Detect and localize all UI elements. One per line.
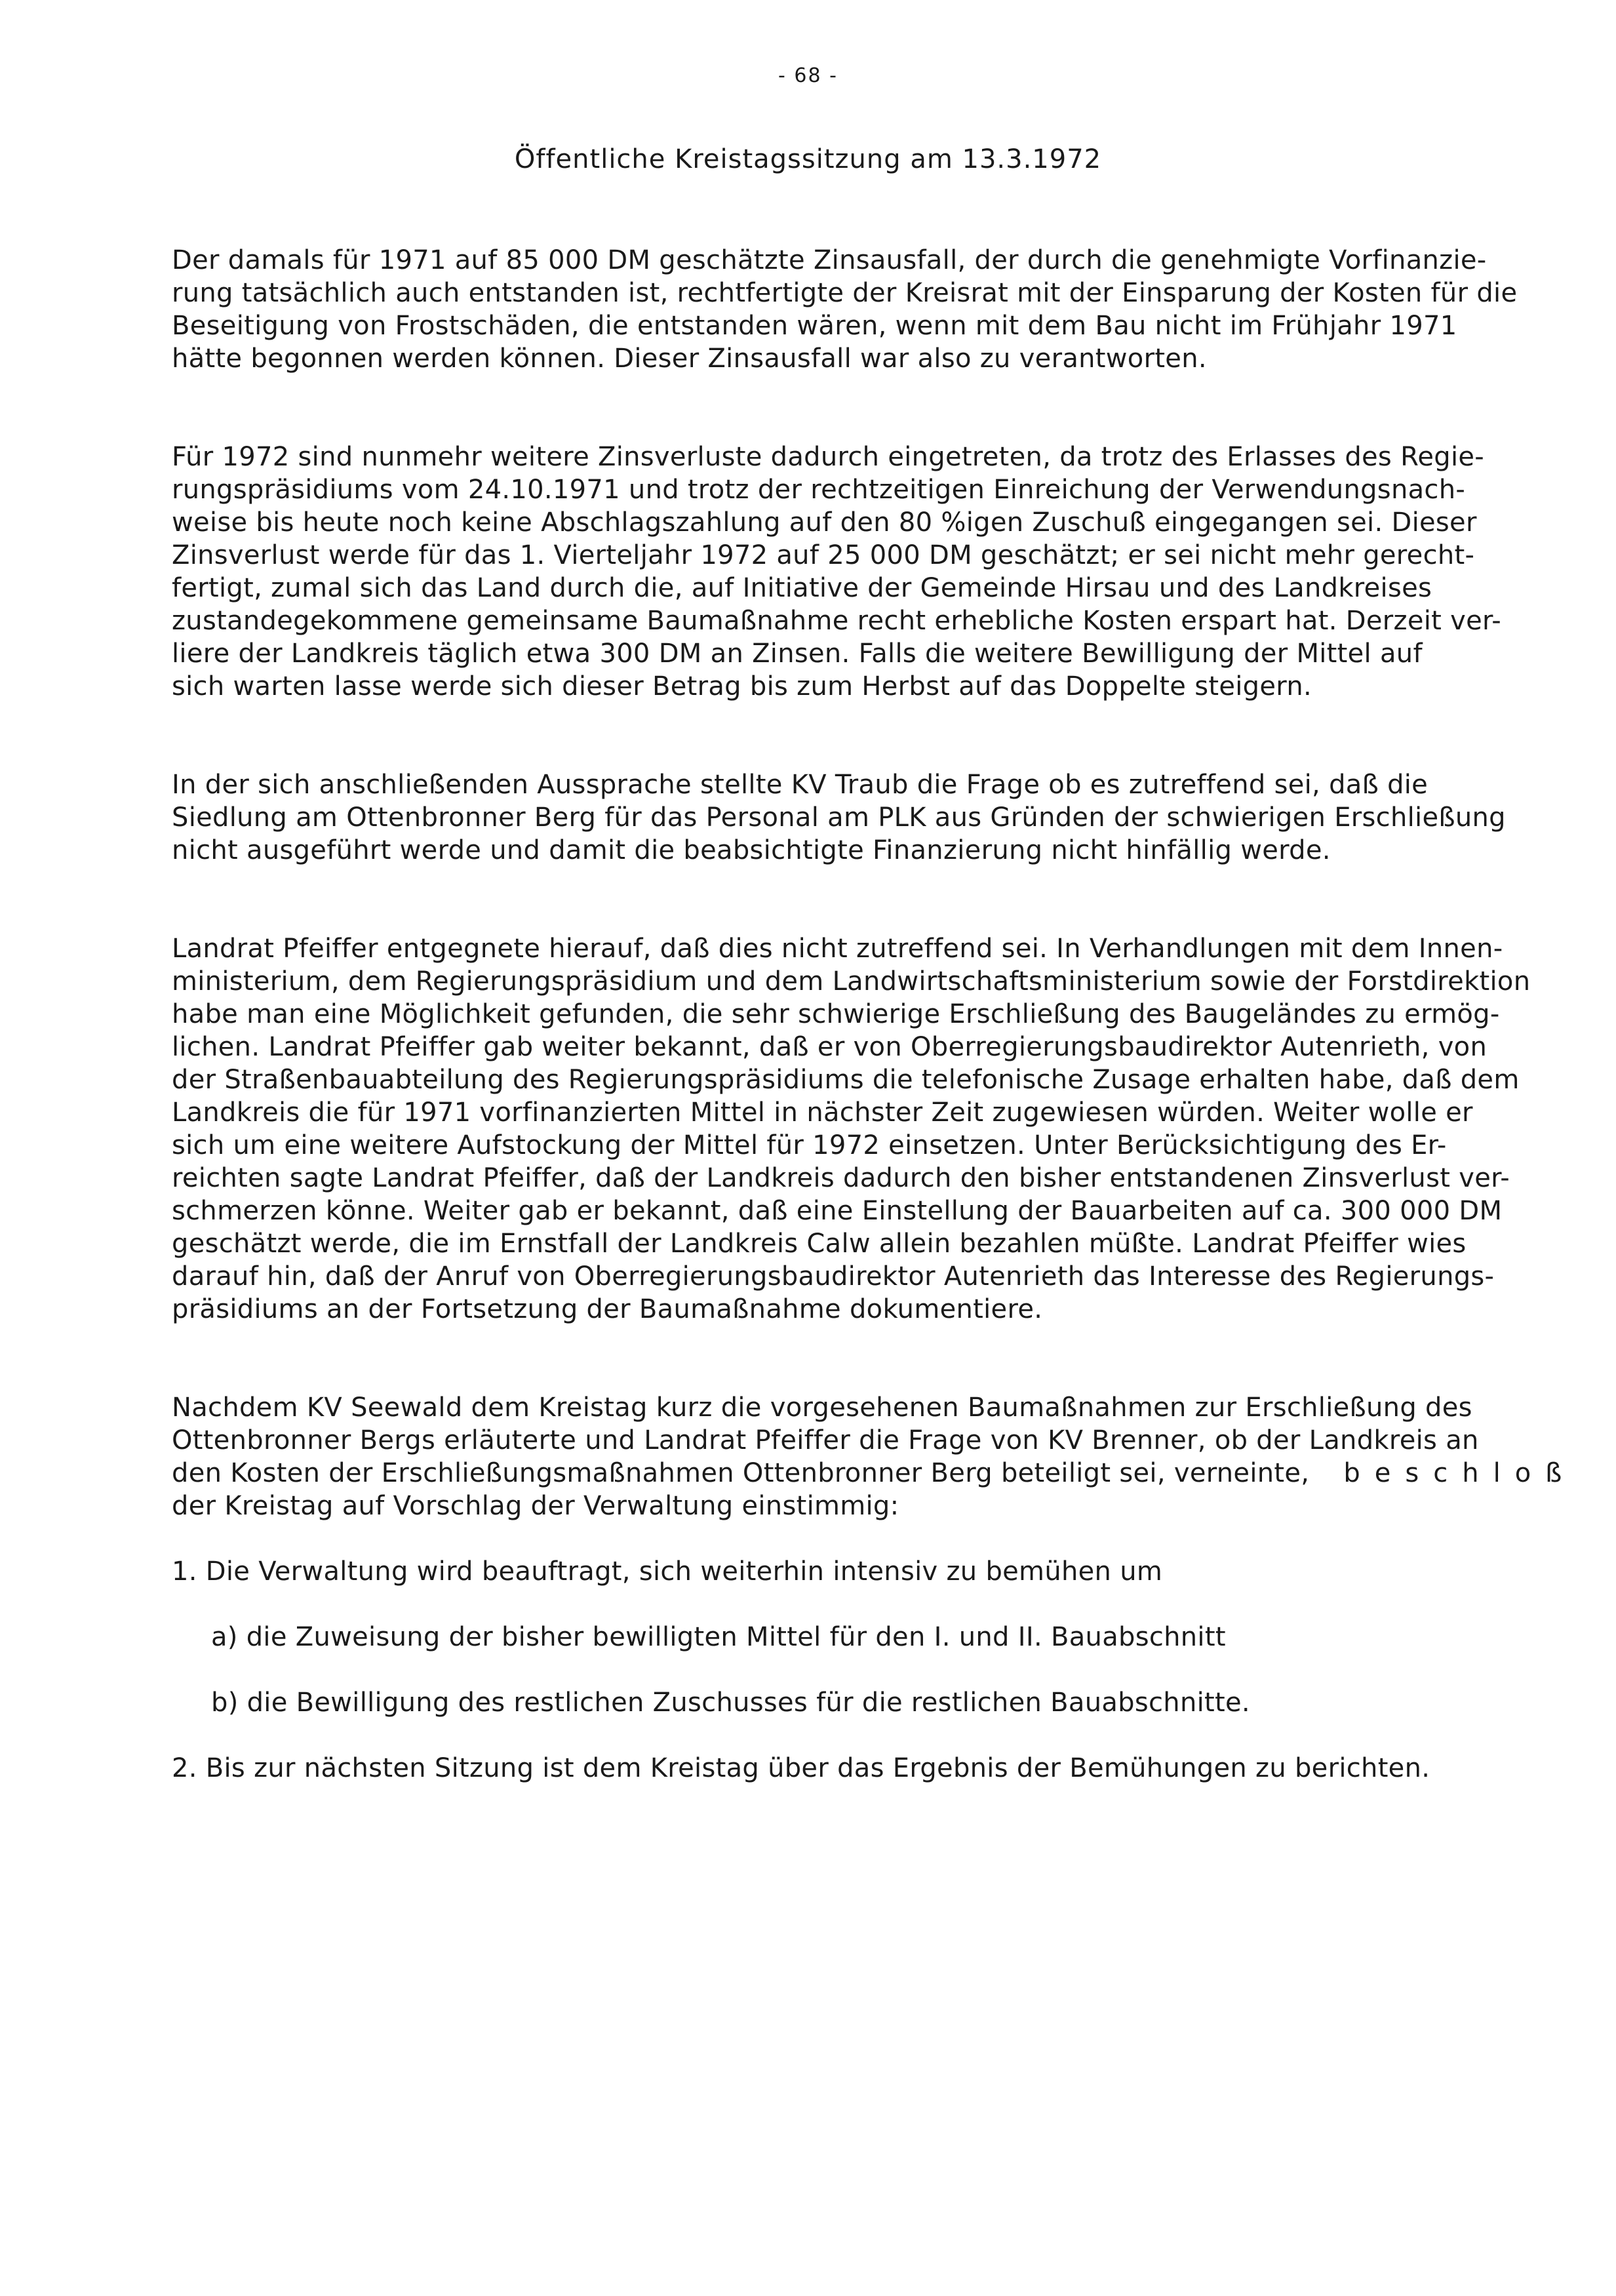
text-line: Nachdem KV Seewald dem Kreistag kurz die vorgesehenen Baumaßnahmen zur Erschließung des	[172, 1393, 1472, 1423]
text-line: sich um eine weitere Aufstockung der Mittel für 1972 einsetzen. Unter Berücksichtigung des Er-	[172, 1130, 1447, 1160]
text-line: ministerium, dem Regierungspräsidium und dem Landwirtschaftsministerium sowie der Forstdirektion	[172, 966, 1531, 997]
paragraph-4	[172, 932, 1555, 1326]
list-item: b) die Bewilligung des restlichen Zuschusses für die restlichen Bauabschnitte.	[211, 1688, 1250, 1718]
text-line: der Kreistag auf Vorschlag der Verwaltung einstimmig:	[172, 1491, 899, 1521]
paragraph-1	[172, 244, 1555, 375]
text-line	[172, 1457, 1577, 1490]
text-line: sich warten lasse werde sich dieser Betrag bis zum Herbst auf das Doppelte steigern.	[172, 671, 1312, 702]
page-title: Öffentliche Kreistagssitzung am 13.3.1972	[514, 144, 1102, 174]
text-line: Siedlung am Ottenbronner Berg für das Personal am PLK aus Gründen der schwierigen Erschließung	[172, 802, 1506, 833]
text-line: der Straßenbauabteilung des Regierungspräsidiums die telefonische Zusage erhalten habe, daß dem	[172, 1065, 1520, 1095]
resolution-list	[172, 1555, 1555, 1785]
text-line: nicht ausgeführt werde und damit die beabsichtigte Finanzierung nicht hinfällig werde.	[172, 835, 1331, 865]
text-line: In der sich anschließenden Aussprache stellte KV Traub die Frage ob es zutreffend sei, daß die	[172, 770, 1429, 800]
text-line: geschätzt werde, die im Ernstfall der Landkreis Calw allein bezahlen müßte. Landrat Pfeiffer wies	[172, 1229, 1467, 1259]
text-line: präsidiums an der Fortsetzung der Baumaßnahme dokumentiere.	[172, 1294, 1043, 1324]
paragraph-2	[172, 441, 1555, 703]
body-text	[172, 244, 1577, 1817]
text-line: rungspräsidiums vom 24.10.1971 und trotz der rechtzeitigen Einreichung der Verwendungsnach-	[172, 475, 1466, 505]
text-line: Der damals für 1971 auf 85 000 DM geschätzte Zinsausfall, der durch die genehmigte Vorfinanzie-	[172, 245, 1487, 275]
text-line: reichten sagte Landrat Pfeiffer, daß der Landkreis dadurch den bisher entstandenen Zinsverlust ver-	[172, 1163, 1510, 1193]
list-item: 2. Bis zur nächsten Sitzung ist dem Kreistag über das Ergebnis der Bemühungen zu berichten.	[172, 1753, 1430, 1783]
list-item: a) die Zuweisung der bisher bewilligten Mittel für den I. und II. Bauabschnitt	[211, 1622, 1226, 1652]
text-line: zustandegekommene gemeinsame Baumaßnahme recht erhebliche Kosten erspart hat. Derzeit ver-	[172, 606, 1501, 636]
spaced-decision-word: beschloß	[1343, 1458, 1577, 1488]
text-line: rung tatsächlich auch entstanden ist, rechtfertigte der Kreisrat mit der Einsparung der Kosten für die	[172, 278, 1518, 308]
text-line: Landkreis die für 1971 vorfinanzierten Mittel in nächster Zeit zugewiesen würden. Weiter wolle er	[172, 1098, 1473, 1128]
text-line: schmerzen könne. Weiter gab er bekannt, daß eine Einstellung der Bauarbeiten auf ca. 300 000 DM	[172, 1196, 1503, 1226]
text-line: fertigt, zumal sich das Land durch die, auf Initiative der Gemeinde Hirsau und des Landkreises	[172, 573, 1432, 603]
text-line: Beseitigung von Frostschäden, die entstanden wären, wenn mit dem Bau nicht im Frühjahr 1971	[172, 311, 1457, 341]
text-line: Für 1972 sind nunmehr weitere Zinsverluste dadurch eingetreten, da trotz des Erlasses des Regie-	[172, 442, 1485, 472]
text-line: weise bis heute noch keine Abschlagszahlung auf den 80 %igen Zuschuß eingegangen sei. Dieser	[172, 507, 1477, 538]
text-line: Ottenbronner Bergs erläuterte und Landrat Pfeiffer die Frage von KV Brenner, ob der Landkreis an	[172, 1425, 1479, 1455]
page-number: - 68 -	[778, 64, 838, 87]
text-line: liere der Landkreis täglich etwa 300 DM an Zinsen. Falls die weitere Bewilligung der Mittel auf	[172, 639, 1423, 669]
text-line: lichen. Landrat Pfeiffer gab weiter bekannt, daß er von Oberregierungsbaudirektor Autenrieth, von	[172, 1032, 1488, 1062]
text-line: darauf hin, daß der Anruf von Oberregierungsbaudirektor Autenrieth das Interesse des Regierungs-	[172, 1261, 1495, 1292]
text-line: Landrat Pfeiffer entgegnete hierauf, daß dies nicht zutreffend sei. In Verhandlungen mit dem Innen-	[172, 934, 1503, 964]
paragraph-3	[172, 768, 1555, 867]
paragraph-5	[172, 1391, 1577, 1522]
text-line: Zinsverlust werde für das 1. Vierteljahr 1972 auf 25 000 DM geschätzt; er sei nicht mehr gerecht-	[172, 540, 1475, 570]
text-line: hätte begonnen werden können. Dieser Zinsausfall war also zu verantworten.	[172, 344, 1207, 374]
list-item: 1. Die Verwaltung wird beauftragt, sich weiterhin intensiv zu bemühen um	[172, 1556, 1163, 1587]
text-line: habe man eine Möglichkeit gefunden, die sehr schwierige Erschließung des Baugeländes zu ermög-	[172, 999, 1500, 1029]
text-segment: den Kosten der Erschließungsmaßnahmen Ottenbronner Berg beteiligt sei, verneinte,	[172, 1458, 1310, 1488]
